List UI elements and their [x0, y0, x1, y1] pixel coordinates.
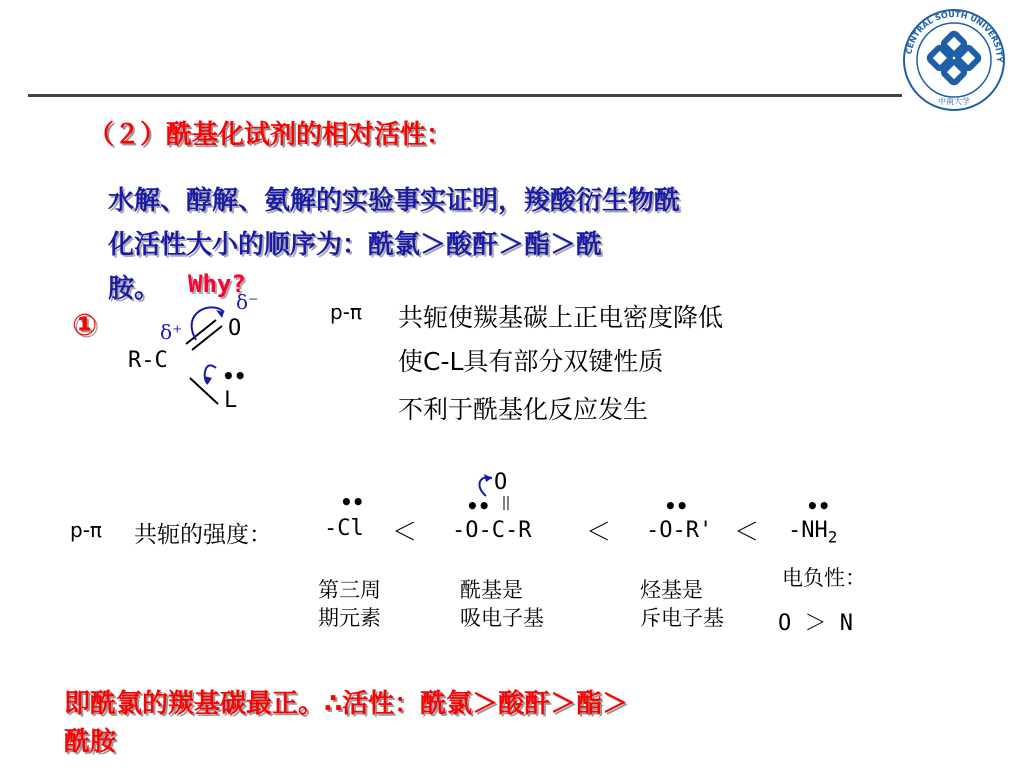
- note1-line1: 第三周: [318, 578, 381, 602]
- electronegativity-label: 电负性：: [782, 566, 866, 590]
- p-pi-label: p-π: [330, 300, 362, 324]
- note-third-period: [318, 576, 381, 632]
- conclusion-line-1: 即酰氯的羰基碳最正。∴活性：酰氯＞酸酐＞酯＞: [64, 689, 629, 719]
- group-nh2: [788, 518, 837, 546]
- electronegativity-value: O ＞ N: [778, 611, 853, 636]
- intro-line-2: 化活性大小的顺序为：酰氯＞酸酐＞酯＞酰: [108, 230, 603, 260]
- less-than-3: ＜: [734, 517, 760, 546]
- note3-line2: 斥电子基: [640, 606, 724, 630]
- structure-l: L: [224, 388, 238, 413]
- less-than-1: ＜: [392, 517, 418, 546]
- n-lone-pair: ••: [806, 494, 830, 518]
- cl-lone-pair: ••: [340, 490, 364, 514]
- ether-o-lone-pair: ••: [664, 494, 688, 518]
- explanation-line-2: 使C-L具有部分双键性质: [398, 347, 664, 376]
- group-ester: -O-C-R: [452, 518, 532, 543]
- explanation-line-3: 不利于酰基化反应发生: [398, 395, 649, 424]
- group-alkoxy: -O-R': [646, 518, 713, 543]
- structure-rc: R-C: [128, 348, 168, 373]
- structure-o: O: [228, 316, 242, 341]
- explanation-line-1: 共轭使羰基碳上正电密度降低: [398, 303, 724, 332]
- delta-plus: δ⁺: [160, 320, 183, 344]
- ester-carbonyl-o: O: [494, 470, 508, 495]
- nh-text: -NH: [788, 518, 828, 543]
- lone-pair-dots: ••: [222, 364, 246, 388]
- svg-text:中南大学: 中南大学: [938, 97, 970, 106]
- why-label: Why?: [188, 270, 246, 298]
- section-title: （２）酰基化试剂的相对活性：: [88, 120, 453, 150]
- intro-line-1: 水解、醇解、氨解的实验事实证明，羧酸衍生物酰: [108, 186, 681, 216]
- note3-line1: 烃基是: [640, 578, 703, 602]
- group-cl: -Cl: [324, 516, 364, 541]
- note-acyl-withdrawing: [460, 576, 544, 632]
- header-divider: [28, 94, 902, 97]
- ester-o-lone-pair: ••: [466, 494, 490, 518]
- less-than-2: ＜: [586, 517, 612, 546]
- university-logo: [902, 8, 1006, 112]
- point-marker: ①: [72, 308, 98, 343]
- comparison-p-pi: p-π: [70, 518, 102, 542]
- conclusion-line-2: 酰胺: [64, 727, 117, 757]
- intro-line-3: 胺。: [108, 274, 161, 304]
- svg-text:CENTRAL SOUTH UNIVERSITY: CENTRAL SOUTH UNIVERSITY: [904, 9, 1005, 63]
- nh2-subscript: 2: [827, 527, 838, 547]
- delta-minus: δ⁻: [236, 290, 259, 314]
- note2-line1: 酰基是: [460, 578, 523, 602]
- note1-line2: 期元素: [318, 606, 381, 630]
- comparison-label: 共轭的强度：: [134, 522, 272, 548]
- note-alkyl-donating: [640, 576, 724, 632]
- note2-line2: 吸电子基: [460, 606, 544, 630]
